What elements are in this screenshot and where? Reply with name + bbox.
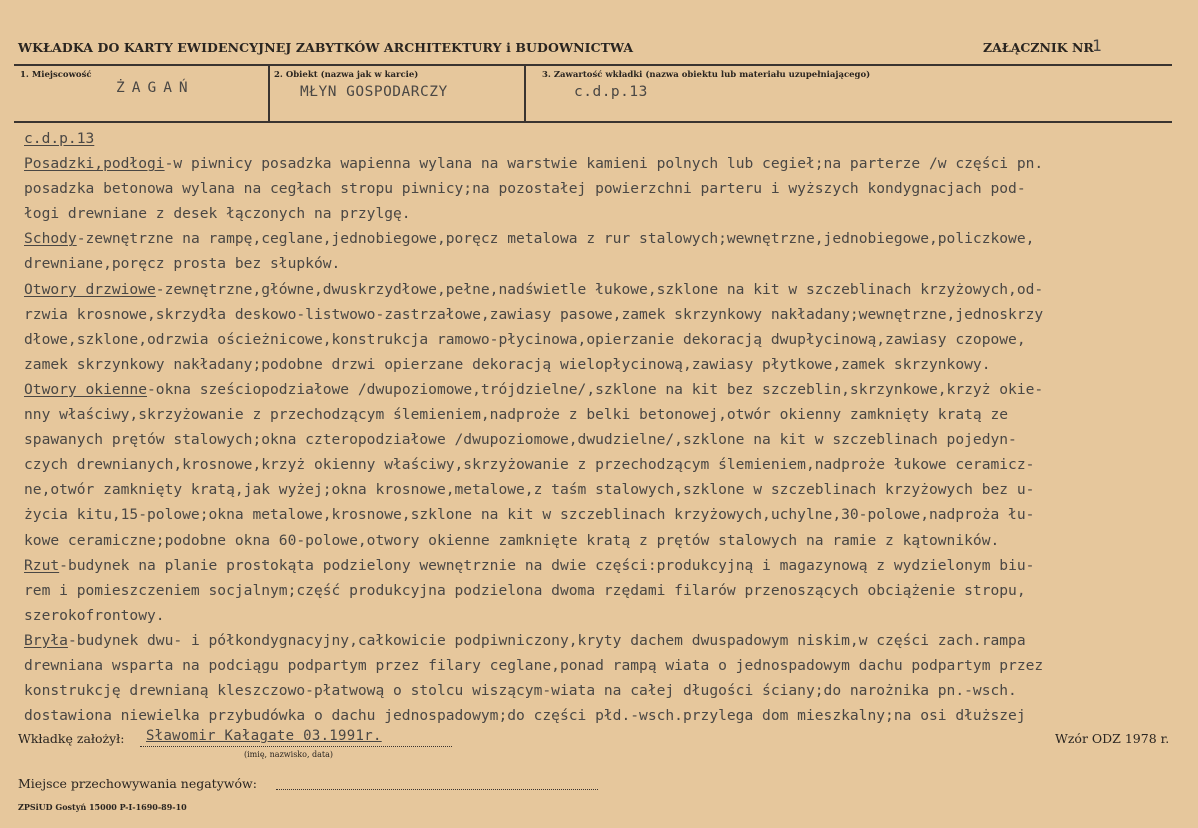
- annex-label: ZAŁĄCZNIK NR: [983, 40, 1094, 55]
- field-1-value: ŻAGAŃ: [116, 80, 195, 96]
- text-line: [24, 578, 1194, 603]
- section-text: życia kitu,15-polowe;okna metalowe,krosnowe,szklone na kit w szczeblinach krzyżowych,uchylne,30-polowe,nadproża łu-: [24, 506, 1035, 524]
- section-text: -w piwnicy posadzka wapienna wylana na warstwie kamieni polnych lub cegieł;na parterze /w części pn.: [164, 155, 1044, 173]
- section-text: czych drewnianych,krosnowe,krzyż okienny właściwy,skrzyżowanie z przechodzącym ślemieniem,nadproże łukowe ceramicz-: [24, 456, 1035, 474]
- text-line: [24, 653, 1194, 678]
- form-code: Wzór ODZ 1978 r.: [1055, 731, 1170, 746]
- author-caption: (imię, nazwisko, data): [244, 750, 334, 759]
- form-title: WKŁADKA DO KARTY EWIDENCYJNEJ ZABYTKÓW ARCHITEKTURY i BUDOWNICTWA: [18, 40, 634, 55]
- section-text: -zewnętrzne na rampę,ceglane,jednobiegowe,poręcz metalowa z rur stalowych;wewnętrzne,jednobiegowe,policzkowe,: [76, 230, 1035, 248]
- section-heading: c.d.p.13: [24, 130, 95, 147]
- section-text: konstrukcję drewnianą kleszczowo-płatwową o stolcu wiszącym-wiata na całej długości ściany;do narożnika pn.-wsch.: [24, 682, 1017, 700]
- fields-rule: [14, 121, 1172, 123]
- text-line: [24, 502, 1194, 527]
- field-2-value: MŁYN GOSPODARCZY: [300, 84, 448, 100]
- section-heading: Rzut: [24, 556, 60, 574]
- field-2-label: 2. Obiekt (nazwa jak w karcie): [274, 70, 419, 80]
- description-text: [24, 126, 1194, 728]
- field-3-value: c.d.p.13: [574, 84, 648, 100]
- text-line: [24, 628, 1194, 653]
- section-text: rem i pomieszczeniem socjalnym;część produkcyjna podzielona dwoma rzędami filarów przenoszących obciążenie stropu,: [24, 581, 1026, 599]
- section-text: dłowe,szklone,odrzwia ościeżnicowe,konstrukcja ramowo-płycinowa,opierzanie dekoracją dwupłycinową,zawiasy czopowe,: [24, 330, 1026, 348]
- text-line: [24, 151, 1194, 176]
- section-text: posadzka betonowa wylana na cegłach stropu piwnicy;na pozostałej powierzchni parteru i wyższych kondygnacjach pod-: [24, 180, 1026, 198]
- section-heading: Schody: [24, 230, 77, 248]
- text-line: [24, 226, 1194, 251]
- text-line: [24, 302, 1194, 327]
- text-line: [24, 327, 1194, 352]
- section-heading: Otwory drzwiowe: [24, 280, 156, 298]
- field-divider-2: [524, 66, 526, 122]
- text-line: [24, 201, 1194, 226]
- author-label: Wkładkę założył:: [18, 731, 125, 746]
- section-text: nny właściwy,skrzyżowanie z przechodzącym ślemieniem,nadproże z belki betonowej,otwór okienny zamknięty kratą ze: [24, 406, 1009, 424]
- negatives-line: [276, 789, 598, 790]
- section-text: rzwia krosnowe,skrzydła deskowo-listwowo-zastrzałowe,zawiasy pasowe,zamek skrzynkowy nakładany;wewnętrzne,jednoskrzy: [24, 305, 1044, 323]
- text-line: [24, 528, 1194, 553]
- text-line: [24, 402, 1194, 427]
- section-text: drewniane,poręcz prosta bez słupków.: [24, 255, 341, 273]
- text-line: [24, 678, 1194, 703]
- print-code: ZPSiUD Gostyń 15000 P-I-1690-89-10: [18, 802, 187, 812]
- section-text: szerokofrontowy.: [24, 606, 165, 624]
- section-heading: Otwory okienne: [24, 380, 148, 398]
- section-text: dostawiona niewielka przybudówka o dachu jednospadowym;do części płd.-wsch.przylega dom mieszkalny;na osi dłuższej: [24, 707, 1026, 725]
- section-text: -okna sześciopodziałowe /dwupoziomowe,trójdzielne/,szklone na kit bez szczeblin,skrzynkowe,krzyż okie-: [147, 380, 1044, 398]
- negatives-label: Miejsce przechowywania negatywów:: [18, 776, 257, 791]
- text-line: [24, 277, 1194, 302]
- text-line: [24, 703, 1194, 728]
- text-line: [24, 377, 1194, 402]
- section-text: kowe ceramiczne;podobne okna 60-polowe,otwory okienne zamknięte kratą z prętów stalowych na ramie z kątowników.: [24, 531, 1000, 549]
- text-line: [24, 427, 1194, 452]
- section-text: spawanych prętów stalowych;okna czteropodziałowe /dwupoziomowe,dwudzielne/,szklone na kit w szczeblinach pojedyn-: [24, 431, 1017, 449]
- author-line: [140, 746, 452, 747]
- header-rule: [14, 64, 1172, 66]
- text-line: [24, 251, 1194, 276]
- section-text: -budynek dwu- i półkondygnacyjny,całkowicie podpiwniczony,kryty dachem dwuspadowym niskim,w części zach.rampa: [67, 631, 1026, 649]
- author-value: Sławomir Kałagate 03.1991r.: [146, 728, 382, 744]
- section-text: zamek skrzynkowy nakładany;podobne drzwi opierzane dekoracją wielopłycinową,zawiasy płytkowe,zamek skrzynkowy.: [24, 355, 991, 373]
- annex-number: 1: [1092, 36, 1102, 55]
- section-text: -zewnętrzne,główne,dwuskrzydłowe,pełne,nadświetle łukowe,szklone na kit w szczeblinach krzyżowych,od-: [155, 280, 1044, 298]
- text-line: [24, 477, 1194, 502]
- field-divider-1: [268, 66, 270, 122]
- section-heading: Bryła: [24, 631, 68, 649]
- field-1-label: 1. Miejscowość: [20, 70, 92, 80]
- section-text: -budynek na planie prostokąta podzielony wewnętrznie na dwie części:produkcyjną i magazynową z wydzielonym biu-: [59, 556, 1035, 574]
- section-text: łogi drewniane z desek łączonych na przylgę.: [24, 205, 411, 223]
- text-line: [24, 352, 1194, 377]
- text-line: [24, 126, 1194, 151]
- text-line: [24, 603, 1194, 628]
- section-text: ne,otwór zamknięty kratą,jak wyżej;okna krosnowe,metalowe,z taśm stalowych,szklone w szczeblinach krzyżowych bez u-: [24, 481, 1035, 499]
- field-3-label: 3. Zawartość wkładki (nazwa obiektu lub materiału uzupełniającego): [542, 70, 871, 80]
- section-heading: Posadzki,podłogi: [24, 155, 165, 173]
- text-line: [24, 176, 1194, 201]
- text-line: [24, 553, 1194, 578]
- text-line: [24, 452, 1194, 477]
- section-text: drewniana wsparta na podciągu podpartym przez filary ceglane,ponad rampą wiata o jednospadowym dachu podpartym przez: [24, 656, 1044, 674]
